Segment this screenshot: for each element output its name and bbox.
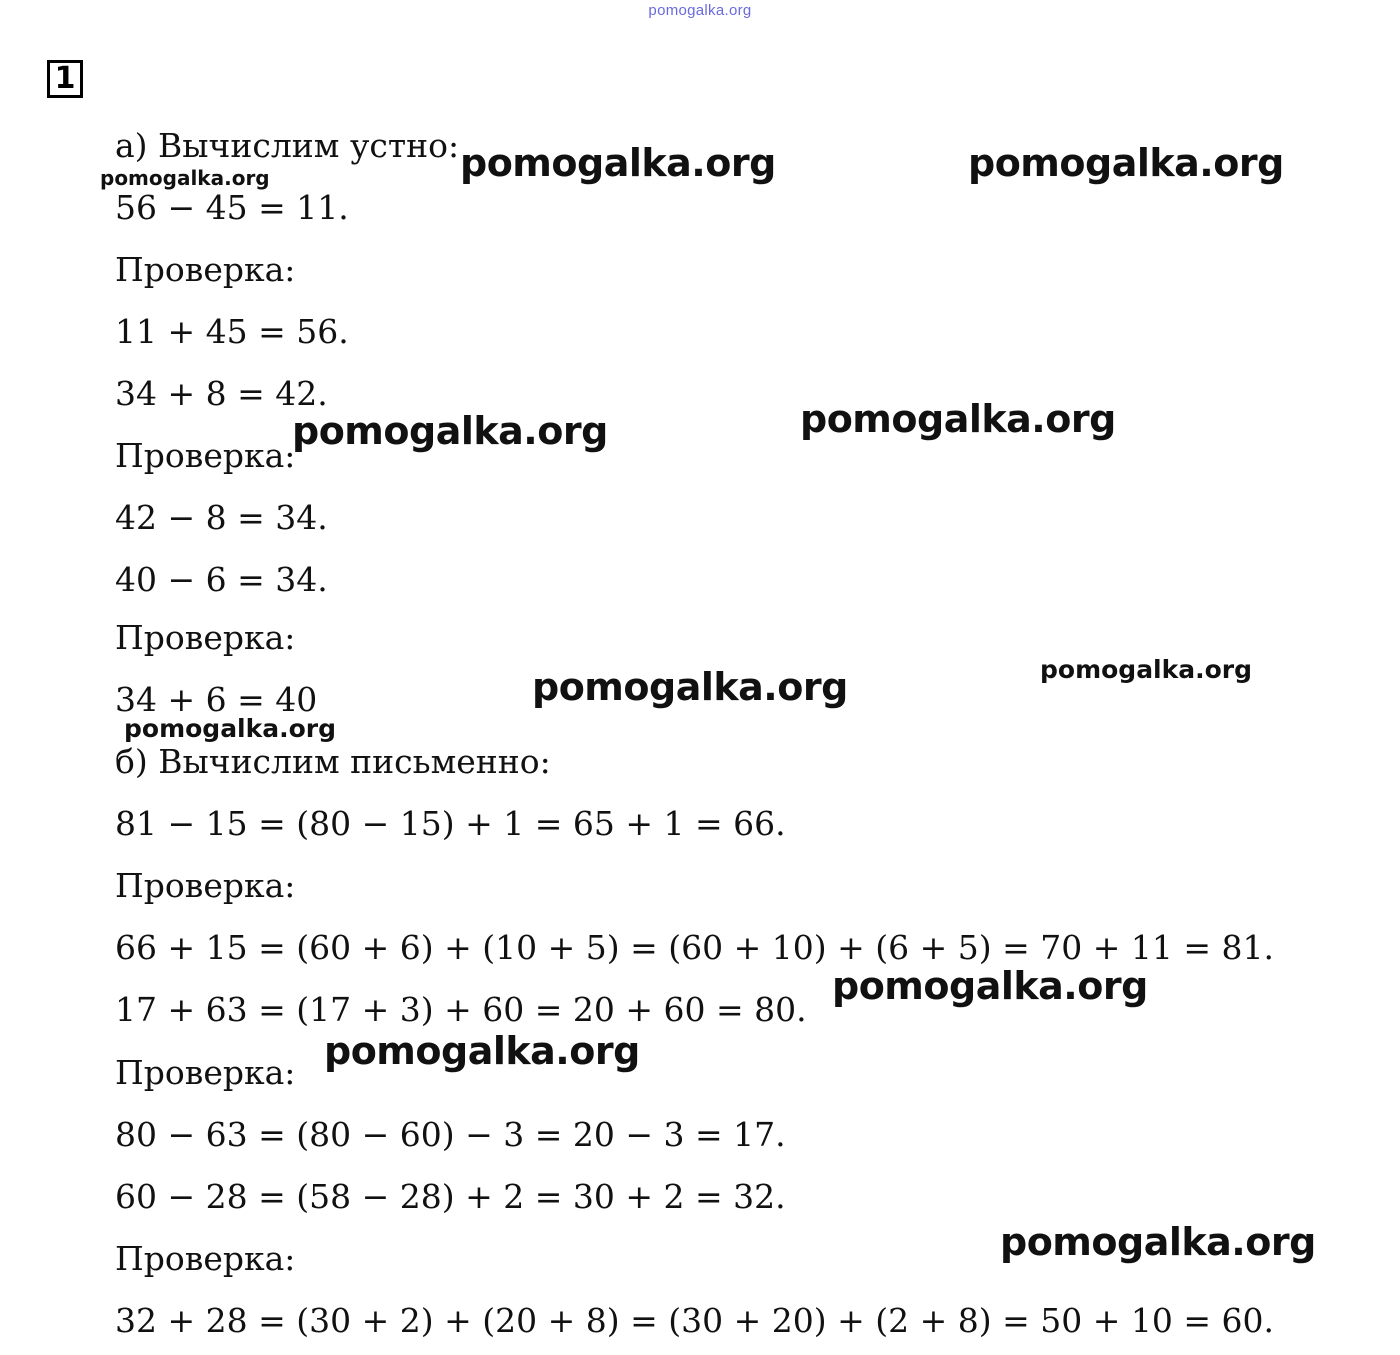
part-b-heading: б) Вычислим письменно:: [115, 742, 551, 781]
part-a-line: Проверка:: [115, 618, 296, 657]
part-a-line: Проверка:: [115, 436, 296, 475]
part-a-line: 56 − 45 = 11.: [115, 188, 349, 227]
watermark: pomogalka.org: [800, 397, 1116, 441]
watermark: pomogalka.org: [1040, 655, 1253, 684]
part-a-heading: а) Вычислим устно:: [115, 126, 460, 165]
watermark: pomogalka.org: [100, 166, 270, 190]
part-a-line: 34 + 6 = 40: [115, 680, 318, 719]
task-number-box: 1: [47, 60, 83, 98]
part-b-line: 66 + 15 = (60 + 6) + (10 + 5) = (60 + 10) + (6 + 5) = 70 + 11 = 81.: [115, 928, 1274, 967]
part-b-line: 17 + 63 = (17 + 3) + 60 = 20 + 60 = 80.: [115, 990, 807, 1029]
part-b-line: Проверка:: [115, 866, 296, 905]
part-b-line: Проверка:: [115, 1239, 296, 1278]
part-b-line: 80 − 63 = (80 − 60) − 3 = 20 − 3 = 17.: [115, 1115, 786, 1154]
watermark: pomogalka.org: [968, 141, 1284, 185]
watermark: pomogalka.org: [460, 141, 776, 185]
part-a-line: Проверка:: [115, 250, 296, 289]
header-site-link[interactable]: pomogalka.org: [648, 2, 752, 19]
part-a-line: 40 − 6 = 34.: [115, 560, 328, 599]
watermark: pomogalka.org: [124, 714, 337, 743]
part-b-line: 60 − 28 = (58 − 28) + 2 = 30 + 2 = 32.: [115, 1177, 786, 1216]
watermark: pomogalka.org: [292, 409, 608, 453]
part-b-line: 32 + 28 = (30 + 2) + (20 + 8) = (30 + 20) + (2 + 8) = 50 + 10 = 60.: [115, 1301, 1274, 1340]
part-b-line: Проверка:: [115, 1053, 296, 1092]
part-b-line: 81 − 15 = (80 − 15) + 1 = 65 + 1 = 66.: [115, 804, 786, 843]
part-a-line: 11 + 45 = 56.: [115, 312, 349, 351]
part-a-line: 42 − 8 = 34.: [115, 498, 328, 537]
watermark: pomogalka.org: [532, 665, 848, 709]
watermark: pomogalka.org: [832, 964, 1148, 1008]
part-a-line: 34 + 8 = 42.: [115, 374, 328, 413]
watermark: pomogalka.org: [324, 1029, 640, 1073]
watermark: pomogalka.org: [1000, 1220, 1316, 1264]
